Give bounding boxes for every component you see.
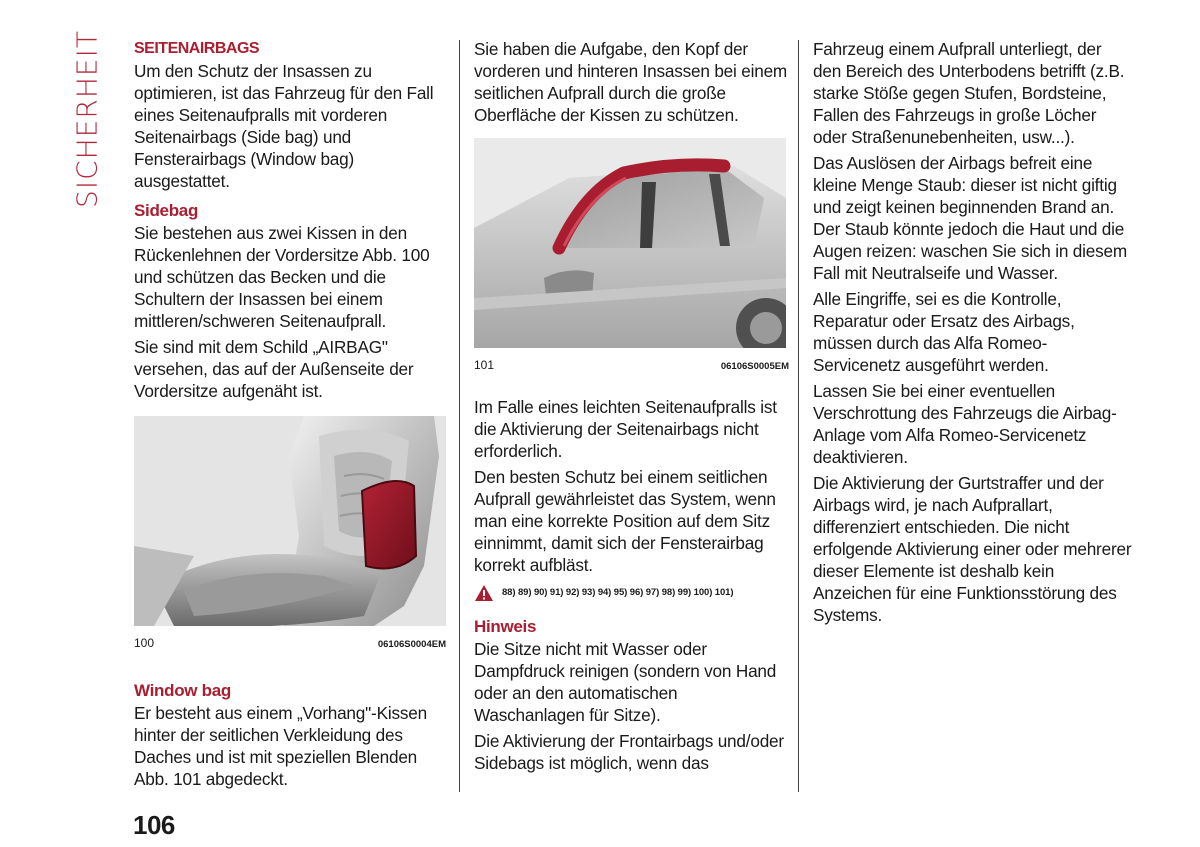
paragraph: Den besten Schutz bei einem seitlichen Aufprall gewährleistet das System, wenn man eine korrekte Position auf dem Sitz einnimmt, damit sich der Fensterairbag korrekt aufbläst. [474,467,776,575]
section-side-title [70,30,104,208]
paragraph: Das Auslösen der Airbags befreit eine kleine Menge Staub: dieser ist nicht giftig und zeigt keinen beginnenden Brand an. Der Staub könnte jedoch die Haut und die Augen reizen: waschen Sie sich in diesem Fall mit Neutralseife und Wasser. [813,153,1127,283]
paragraph: Fahrzeug einem Aufprall unterliegt, der den Bereich des Unterbodens betrifft (z.B. starke Stöße gegen Stufen, Bordsteine, Fallen des Fahrzeugs in große Löcher oder Straßenunebenheiten, usw...). [813,39,1125,147]
column-3 [813,38,1133,626]
paragraph: Sie sind mit dem Schild „AIRBAG" versehen, das auf der Außenseite der Vordersitze aufgenäht ist. [134,337,414,401]
figure-100 [134,416,446,656]
paragraph: Um den Schutz der Insassen zu optimieren, ist das Fahrzeug für den Fall eines Seitenaufpralls mit vorderen Seitenairbags (Side bag) und Fensterairbags (Window bag) ausgestattet. [134,61,434,191]
column-1 [134,38,446,790]
paragraph: Die Aktivierung der Gurtstraffer und der Airbags wird, je nach Aufprallart, differenziert entschieden. Die nicht erfolgende Aktivierung einer oder mehrerer dieser Elemente ist deshalb kein Anzeichen für eine Funktionsstörung des Systems. [813,473,1132,625]
seat-image [134,416,446,626]
paragraph: Die Sitze nicht mit Wasser oder Dampfdruck reinigen (sondern von Hand oder an den automatischen Waschanlagen für Sitze). [474,639,777,725]
paragraph: Die Aktivierung der Frontairbags und/oder Sidebags ist möglich, wenn das [474,731,784,773]
warning-triangle-icon [474,584,494,602]
figure-number: 100 [134,636,155,650]
warning-reference-numbers: 88) 89) 90) 91) 92) 93) 94) 95) 96) 97) 98) 99) 100) 101) [502,587,734,598]
page-number: 106 [133,810,175,840]
seat-sidebag-illustration [134,416,446,626]
warning-references [474,582,789,604]
heading-sidebag: Sidebag [134,201,199,220]
column-divider [798,40,799,792]
car-image [474,138,786,348]
paragraph: Alle Eingriffe, sei es die Kontrolle, Reparatur oder Ersatz des Airbags, müssen durch das Alfa Romeo-Servicenetz ausgeführt werden. [813,289,1075,375]
paragraph: Er besteht aus einem „Vorhang"-Kissen hinter der seitlichen Verkleidung des Daches und ist mit speziellen Blenden Abb. 101 abgedeckt. [134,703,427,789]
figure-number: 101 [474,358,495,372]
window-bag-illustration [474,138,786,348]
heading-seitenairbags: SEITENAIRBAGS [134,40,260,57]
figure-caption [134,632,446,656]
paragraph: Sie haben die Aufgabe, den Kopf der vorderen und hinteren Insassen bei einem seitlichen Aufprall durch die große Oberfläche der Kissen zu schützen. [474,39,788,125]
paragraph: Im Falle eines leichten Seitenaufpralls ist die Aktivierung der Seitenairbags nicht erforderlich. [474,397,777,461]
column-2 [474,38,789,774]
figure-code: 06106S0005EM [720,361,789,372]
figure-101 [474,138,789,378]
heading-hinweis: Hinweis [474,617,537,636]
heading-window-bag: Window bag [134,681,231,700]
figure-code: 06106S0004EM [377,639,446,650]
figure-caption [474,354,789,378]
paragraph: Lassen Sie bei einer eventuellen Verschrottung des Fahrzeugs die Airbag-Anlage vom Alfa Romeo-Servicenetz deaktivieren. [813,381,1117,467]
paragraph: Sie bestehen aus zwei Kissen in den Rückenlehnen der Vordersitze Abb. 100 und schützen das Becken und die Schultern der Insassen bei einem mittleren/schweren Seitenaufprall. [134,223,430,331]
column-divider [459,40,460,792]
section-side-title-text: SICHERHEIT [70,30,104,208]
